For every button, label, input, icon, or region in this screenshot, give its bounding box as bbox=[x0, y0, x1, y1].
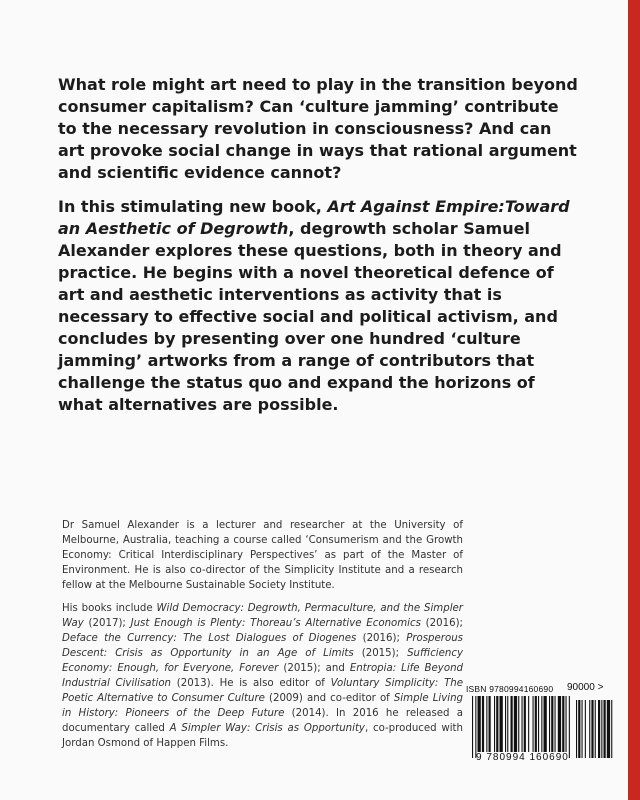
blurb-paragraph-2 bbox=[58, 196, 578, 416]
barcode-bar bbox=[507, 696, 508, 752]
book-year: (2013). He is also editor of bbox=[171, 678, 331, 689]
barcode-bar bbox=[494, 696, 495, 752]
blurb-rest: , degrowth scholar Samuel Alexander explores these questions, both in theory and practice. He begins with a novel theoretical defence of art and aesthetic interventions as activity that is necessary to effective social and political activism, and concludes by presenting over one hundred ‘culture jamming’ artworks from a range of contributors that challenge the status quo and expand the horizons of what alternatives are possible. bbox=[58, 219, 562, 414]
blurb bbox=[58, 74, 578, 428]
book-year: (2014). In 2016 he released a documentary called bbox=[62, 708, 463, 734]
barcode-addon-bar bbox=[598, 700, 600, 758]
barcode-addon-bar bbox=[611, 700, 612, 758]
barcode-bar bbox=[533, 696, 534, 752]
barcode-bar bbox=[478, 696, 481, 752]
barcode-bar bbox=[496, 696, 498, 752]
bio-paragraph-2 bbox=[62, 601, 463, 751]
barcode-addon-bar bbox=[601, 700, 602, 758]
barcode-bar bbox=[535, 696, 537, 752]
price-code: 90000 > bbox=[567, 682, 604, 693]
books-intro: His books include bbox=[62, 603, 157, 614]
barcode-bar bbox=[528, 696, 529, 752]
barcode-bar bbox=[486, 696, 487, 752]
barcode-bar bbox=[566, 696, 567, 752]
barcode-bar bbox=[514, 696, 517, 752]
barcode-bar bbox=[562, 696, 564, 752]
barcode-addon-bar bbox=[604, 700, 606, 758]
documentary-title: A Simpler Way: Crisis as Opportunity bbox=[169, 723, 365, 734]
isbn-digits: 9 780994 160690 bbox=[476, 752, 569, 763]
barcode-bar bbox=[482, 696, 484, 752]
barcode-bar bbox=[518, 696, 519, 752]
blurb-paragraph-1: What role might art need to play in the transition beyond consumer capitalism? Can ‘culture jamming’ contribute to the necessary revolution in consciousness? And can art provoke social change in ways that rational argument and scientific evidence cannot? bbox=[58, 75, 578, 182]
barcode-bar bbox=[555, 696, 556, 752]
barcode-addon-bar bbox=[582, 700, 583, 758]
barcode-bar bbox=[522, 696, 523, 752]
book-title: Just Enough is Plenty: Thoreau’s Alternative Economics bbox=[130, 618, 421, 629]
barcode-bar bbox=[475, 696, 476, 758]
book-title: Sufficiency Economy: Enough, for Everyone, Forever bbox=[62, 648, 463, 674]
documentary-rest: , co-produced with Jordan Osmond of Happen Films. bbox=[62, 723, 463, 749]
isbn-label: ISBN 9780994160690 bbox=[466, 684, 554, 694]
barcode-addon-bar bbox=[578, 700, 580, 758]
barcode-bar bbox=[551, 696, 553, 752]
barcode-addon-bar bbox=[589, 700, 590, 758]
barcode-bar bbox=[505, 696, 506, 752]
book-title: Prosperous Descent: Crisis as Opportunity in an Age of Limits bbox=[62, 633, 463, 659]
book-title: Simple Living in History: Pioneers of the Deep Future bbox=[62, 693, 463, 719]
barcode-bar bbox=[524, 696, 526, 752]
book-year: (2009) and co-editor of bbox=[264, 693, 394, 704]
barcode-bar bbox=[472, 696, 473, 758]
barcode-addon-bar bbox=[576, 700, 577, 758]
barcode-addon-bar bbox=[591, 700, 593, 758]
barcode-bar bbox=[541, 696, 542, 752]
book-year: (2016); bbox=[356, 633, 407, 644]
spine-edge bbox=[628, 0, 640, 800]
blurb-intro: In this stimulating new book, bbox=[58, 197, 328, 216]
barcode-bar bbox=[489, 696, 491, 752]
book-title: Deface the Currency: The Lost Dialogues of Diogenes bbox=[62, 633, 357, 644]
book-year: (2015); and bbox=[278, 663, 350, 674]
barcode-addon-bar bbox=[607, 700, 610, 758]
book-title: Entropia: Life Beyond Industrial Civilisation bbox=[62, 663, 463, 689]
book-year: (2016); bbox=[420, 618, 463, 629]
author-bio bbox=[62, 518, 463, 759]
barcode-bar bbox=[544, 696, 547, 752]
barcode-bar bbox=[569, 696, 570, 758]
book-year: (2015); bbox=[353, 648, 408, 659]
book-title: Art Against Empire:Toward an Aesthetic of Degrowth bbox=[58, 197, 570, 238]
book-title: Wild Democracy: Degrowth, Permaculture, and the Simpler Way bbox=[62, 603, 463, 629]
barcode-bar bbox=[549, 696, 550, 752]
book-title: Voluntary Simplicity: The Poetic Alternative to Consumer Culture bbox=[62, 678, 464, 704]
barcode-bar bbox=[511, 696, 513, 752]
barcode-bar bbox=[538, 696, 539, 752]
barcode-addon-bar bbox=[585, 700, 586, 758]
barcode-addon-bar bbox=[595, 700, 596, 758]
book-year: (2017); bbox=[83, 618, 131, 629]
bio-paragraph-1: Dr Samuel Alexander is a lecturer and researcher at the University of Melbourne, Australia, teaching a course called ‘Consumerism and the Growth Economy: Critical Interdisciplinary Perspectives’ as part of the Master of Environment. He is also co-director of the Simplicity Institute and a research fellow at the Melbourne Sustainable Society Institute. bbox=[62, 520, 463, 591]
barcode-bar bbox=[500, 696, 503, 752]
barcode-bar bbox=[558, 696, 561, 752]
